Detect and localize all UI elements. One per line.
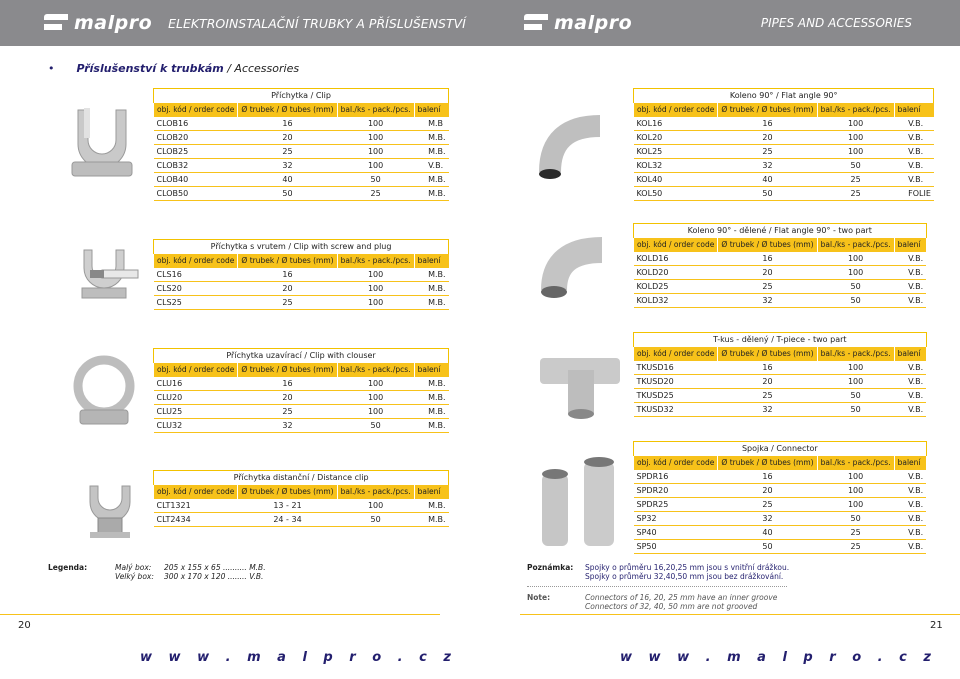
- table-cell: V.B.: [894, 403, 926, 417]
- table-header-row: [154, 103, 449, 117]
- angle-image: [530, 112, 616, 188]
- table-row: [154, 377, 449, 391]
- note-cz: [585, 563, 789, 581]
- logo-text: malpro: [554, 12, 633, 34]
- clip-closure-image: [66, 354, 142, 428]
- table-cell: 16: [718, 252, 817, 266]
- table-cell: 25: [238, 405, 337, 419]
- table-cell: 50: [817, 159, 894, 173]
- table-cell: V.B.: [894, 145, 934, 159]
- table-cell: KOLD32: [634, 294, 718, 308]
- table-cell: 100: [337, 159, 414, 173]
- table-cell: 32: [238, 419, 337, 433]
- note-en-line: Connectors of 32, 40, 50 mm are not grooved: [585, 602, 758, 611]
- table-row: [154, 173, 449, 187]
- product-table: [153, 239, 449, 310]
- col-tube-header: Ø trubek / Ø tubes (mm): [238, 103, 337, 117]
- table-cell: 50: [817, 403, 894, 417]
- table-cell: 100: [337, 268, 414, 282]
- table-cell: 16: [718, 470, 817, 484]
- table-header-row: [154, 363, 449, 377]
- table-row: [634, 252, 927, 266]
- table-kold: [633, 223, 924, 308]
- table-row: [634, 375, 927, 389]
- table-row: [634, 498, 927, 512]
- table-row: [634, 131, 934, 145]
- table-cell: 13 - 21: [238, 499, 337, 513]
- section-en: Accessories: [234, 62, 300, 75]
- table-cell: 16: [718, 117, 817, 131]
- table-cell: 25: [817, 187, 894, 201]
- table-cell: V.B.: [894, 131, 934, 145]
- col-tube-header: Ø trubek / Ø tubes (mm): [238, 254, 337, 268]
- malpro-logo: [44, 12, 152, 34]
- table-row: [154, 405, 449, 419]
- note-cz-line: Spojky o průměru 32,40,50 mm jsou bez drážkování.: [585, 572, 784, 581]
- table-cell: CLOB25: [154, 145, 238, 159]
- table-cell: CLOB50: [154, 187, 238, 201]
- col-bal-header: balení: [894, 456, 926, 470]
- table-tkusd: [633, 332, 924, 417]
- table-cell: 100: [337, 377, 414, 391]
- table-cell: KOL50: [634, 187, 718, 201]
- col-code-header: obj. kód / order code: [634, 456, 718, 470]
- table-cell: TKUSD20: [634, 375, 718, 389]
- table-cell: CLU25: [154, 405, 238, 419]
- table-cell: CLT2434: [154, 513, 238, 527]
- product-table: [153, 88, 449, 201]
- table-cell: M.B.: [414, 377, 448, 391]
- col-tube-header: Ø trubek / Ø tubes (mm): [238, 485, 337, 499]
- col-bal-header: balení: [894, 103, 934, 117]
- note-en: [585, 593, 777, 611]
- table-cell: V.B.: [894, 361, 926, 375]
- table-cell: 25: [337, 187, 414, 201]
- col-tube-header: Ø trubek / Ø tubes (mm): [718, 347, 817, 361]
- small-box-label: Malý box:: [115, 563, 152, 572]
- table-header-row: [634, 238, 927, 252]
- table-title-row: [634, 89, 934, 103]
- website-right[interactable]: w w w . m a l p r o . c z: [620, 650, 937, 665]
- table-cell: KOL32: [634, 159, 718, 173]
- connector-image: [534, 454, 630, 554]
- col-code-header: obj. kód / order code: [634, 347, 718, 361]
- table-cell: 100: [817, 145, 894, 159]
- bullet: •: [48, 62, 55, 75]
- table-row: [634, 280, 927, 294]
- table-cell: M.B.: [414, 513, 448, 527]
- table-cell: V.B.: [894, 484, 926, 498]
- table-cell: 16: [718, 361, 817, 375]
- table-cell: CLS16: [154, 268, 238, 282]
- logo-mark-icon: [44, 14, 70, 32]
- table-cell: 32: [718, 294, 817, 308]
- table-cell: TKUSD32: [634, 403, 718, 417]
- table-cell: M.B.: [414, 282, 448, 296]
- col-pack-header: bal./ks - pack./pcs.: [817, 238, 894, 252]
- table-title-row: [634, 442, 927, 456]
- product-table: [633, 441, 927, 554]
- logo-text: malpro: [74, 12, 153, 34]
- table-cell: 25: [718, 498, 817, 512]
- table-title: Příchytka uzavírací / Clip with clouser: [154, 349, 449, 363]
- table-cell: 50: [337, 419, 414, 433]
- table-cell: KOL25: [634, 145, 718, 159]
- table-title: Příchytka / Clip: [154, 89, 449, 103]
- table-cell: 100: [817, 484, 894, 498]
- table-row: [634, 484, 927, 498]
- legend: [48, 563, 87, 572]
- product-table: [153, 348, 449, 433]
- table-cell: V.B.: [894, 294, 926, 308]
- table-cell: 20: [238, 131, 337, 145]
- table-cell: FOLIE: [894, 187, 934, 201]
- legend-values: [164, 563, 266, 581]
- table-cell: 100: [337, 296, 414, 310]
- table-cell: V.B.: [894, 280, 926, 294]
- table-cell: CLU20: [154, 391, 238, 405]
- table-cell: 100: [817, 498, 894, 512]
- table-cell: 16: [238, 117, 337, 131]
- table-cell: V.B.: [414, 159, 448, 173]
- table-cell: KOLD20: [634, 266, 718, 280]
- table-cell: CLU32: [154, 419, 238, 433]
- table-row: [154, 513, 449, 527]
- col-code-header: obj. kód / order code: [634, 103, 718, 117]
- table-cell: M.B.: [414, 173, 448, 187]
- table-cell: SP40: [634, 526, 718, 540]
- table-cell: V.B.: [894, 498, 926, 512]
- table-row: [634, 540, 927, 554]
- table-cell: CLOB20: [154, 131, 238, 145]
- col-code-header: obj. kód / order code: [154, 363, 238, 377]
- table-spdr: [633, 441, 924, 554]
- table-cell: 24 - 34: [238, 513, 337, 527]
- col-bal-header: balení: [414, 485, 448, 499]
- table-cell: 32: [718, 159, 817, 173]
- table-cell: 32: [718, 512, 817, 526]
- table-cell: 25: [817, 526, 894, 540]
- table-cell: M.B: [414, 117, 448, 131]
- table-header-row: [154, 485, 449, 499]
- header-title: ELEKTROINSTALAČNÍ TRUBKY A PŘÍSLUŠENSTVÍ: [168, 15, 466, 31]
- footer-line-left: [0, 614, 440, 615]
- logo-mark-icon: [524, 14, 550, 32]
- col-tube-header: Ø trubek / Ø tubes (mm): [718, 456, 817, 470]
- col-tube-header: Ø trubek / Ø tubes (mm): [718, 238, 817, 252]
- table-row: [154, 282, 449, 296]
- col-pack-header: bal./ks - pack./pcs.: [817, 103, 894, 117]
- page-number-right: 21: [930, 620, 943, 631]
- table-cell: M.B.: [414, 187, 448, 201]
- angle-two-part-image: [530, 228, 616, 304]
- table-cell: 25: [718, 389, 817, 403]
- table-cell: 50: [718, 540, 817, 554]
- table-cell: CLU16: [154, 377, 238, 391]
- col-code-header: obj. kód / order code: [154, 485, 238, 499]
- table-cell: 25: [718, 280, 817, 294]
- col-pack-header: bal./ks - pack./pcs.: [337, 485, 414, 499]
- note-divider: [527, 586, 787, 587]
- table-cell: 100: [817, 470, 894, 484]
- table-row: [154, 159, 449, 173]
- table-cell: M.B.: [414, 419, 448, 433]
- col-pack-header: bal./ks - pack./pcs.: [337, 254, 414, 268]
- table-row: [634, 145, 934, 159]
- table-cell: 20: [718, 375, 817, 389]
- table-cell: 100: [337, 145, 414, 159]
- table-cell: 100: [337, 405, 414, 419]
- table-title: T-kus - dělený / T-piece - two part: [634, 333, 927, 347]
- table-row: [634, 403, 927, 417]
- table-row: [154, 391, 449, 405]
- table-title: Koleno 90° / Flat angle 90°: [634, 89, 934, 103]
- header-title: PIPES AND ACCESSORIES: [760, 16, 912, 30]
- col-code-header: obj. kód / order code: [154, 103, 238, 117]
- table-header-row: [634, 103, 934, 117]
- clip-screw-image: [72, 244, 142, 302]
- table-row: [634, 294, 927, 308]
- table-cell: 100: [817, 252, 894, 266]
- table-kol: [633, 88, 931, 201]
- table-cell: 100: [337, 131, 414, 145]
- col-bal-header: balení: [414, 363, 448, 377]
- table-cell: 40: [238, 173, 337, 187]
- product-table: [633, 223, 927, 308]
- table-cell: 50: [817, 512, 894, 526]
- table-cell: 50: [718, 187, 817, 201]
- note-label-en: Note:: [527, 593, 551, 602]
- distance-clip-image: [80, 472, 140, 540]
- table-cell: V.B.: [894, 266, 926, 280]
- table-row: [634, 361, 927, 375]
- table-row: [634, 470, 927, 484]
- table-cell: M.B.: [414, 405, 448, 419]
- table-row: [634, 389, 927, 403]
- note-label-cz: Poznámka:: [527, 563, 574, 572]
- table-row: [634, 526, 927, 540]
- table-cell: CLS20: [154, 282, 238, 296]
- table-cell: 25: [817, 540, 894, 554]
- table-row: [634, 266, 927, 280]
- table-row: [634, 117, 934, 131]
- table-row: [154, 117, 449, 131]
- table-clob: [153, 88, 446, 201]
- table-cell: SPDR20: [634, 484, 718, 498]
- table-row: [154, 131, 449, 145]
- table-cell: M.B.: [414, 296, 448, 310]
- col-bal-header: balení: [894, 347, 926, 361]
- col-tube-header: Ø trubek / Ø tubes (mm): [718, 103, 817, 117]
- col-code-header: obj. kód / order code: [154, 254, 238, 268]
- table-cell: 20: [718, 266, 817, 280]
- table-cell: 50: [337, 173, 414, 187]
- table-cell: M.B.: [414, 499, 448, 513]
- table-cell: KOLD16: [634, 252, 718, 266]
- table-cls: [153, 239, 446, 310]
- table-cell: V.B.: [894, 389, 926, 403]
- website-left[interactable]: w w w . m a l p r o . c z: [140, 650, 457, 665]
- table-cell: SP32: [634, 512, 718, 526]
- table-cell: 32: [238, 159, 337, 173]
- table-cell: 100: [337, 282, 414, 296]
- table-cell: KOLD25: [634, 280, 718, 294]
- table-clt: [153, 470, 446, 527]
- table-cell: 20: [718, 484, 817, 498]
- table-title: Příchytka s vrutem / Clip with screw and plug: [154, 240, 449, 254]
- table-header-row: [634, 347, 927, 361]
- table-cell: TKUSD25: [634, 389, 718, 403]
- table-title: Příchytka distanční / Distance clip: [154, 471, 449, 485]
- table-cell: SPDR16: [634, 470, 718, 484]
- table-cell: 100: [337, 499, 414, 513]
- table-cell: 25: [817, 173, 894, 187]
- clip-image: [60, 100, 142, 190]
- table-row: [634, 173, 934, 187]
- table-cell: 40: [718, 173, 817, 187]
- col-bal-header: balení: [894, 238, 926, 252]
- table-cell: V.B.: [894, 252, 926, 266]
- table-cell: 100: [817, 117, 894, 131]
- table-cell: 20: [238, 282, 337, 296]
- table-row: [154, 145, 449, 159]
- table-cell: 16: [238, 268, 337, 282]
- table-cell: 32: [718, 403, 817, 417]
- header-left: [0, 0, 480, 46]
- table-row: [634, 159, 934, 173]
- product-table: [633, 332, 927, 417]
- t-piece-image: [530, 340, 630, 422]
- table-header-row: [154, 254, 449, 268]
- table-title: Spojka / Connector: [634, 442, 927, 456]
- table-cell: V.B.: [894, 540, 926, 554]
- table-clu: [153, 348, 446, 433]
- table-cell: SPDR25: [634, 498, 718, 512]
- note-cz-line: Spojky o průměru 16,20,25 mm jsou s vnitřní drážkou.: [585, 563, 790, 572]
- table-title-row: [154, 349, 449, 363]
- table-cell: TKUSD16: [634, 361, 718, 375]
- col-pack-header: bal./ks - pack./pcs.: [337, 363, 414, 377]
- malpro-logo: [524, 12, 632, 34]
- table-cell: 25: [718, 145, 817, 159]
- col-pack-header: bal./ks - pack./pcs.: [817, 456, 894, 470]
- legend-boxes: [115, 563, 154, 581]
- col-bal-header: balení: [414, 103, 448, 117]
- table-cell: 100: [817, 375, 894, 389]
- table-cell: 20: [238, 391, 337, 405]
- table-row: [154, 187, 449, 201]
- product-table: [153, 470, 449, 527]
- table-cell: V.B.: [894, 470, 926, 484]
- note-en-line: Connectors of 16, 20, 25 mm have an inner groove: [585, 593, 778, 602]
- table-cell: 50: [817, 294, 894, 308]
- table-cell: V.B.: [894, 117, 934, 131]
- table-cell: 100: [817, 266, 894, 280]
- table-cell: 50: [238, 187, 337, 201]
- table-row: [154, 268, 449, 282]
- col-pack-header: bal./ks - pack./pcs.: [817, 347, 894, 361]
- table-cell: CLT1321: [154, 499, 238, 513]
- table-cell: V.B.: [894, 173, 934, 187]
- header-right: [480, 0, 960, 46]
- table-row: [154, 296, 449, 310]
- table-title: Koleno 90° - dělené / Flat angle 90° - two part: [634, 224, 927, 238]
- table-title-row: [634, 224, 927, 238]
- table-cell: 50: [337, 513, 414, 527]
- table-cell: CLOB40: [154, 173, 238, 187]
- table-cell: M.B.: [414, 131, 448, 145]
- col-tube-header: Ø trubek / Ø tubes (mm): [238, 363, 337, 377]
- table-cell: 25: [238, 145, 337, 159]
- table-cell: CLOB32: [154, 159, 238, 173]
- table-cell: KOL20: [634, 131, 718, 145]
- product-table: [633, 88, 934, 201]
- table-cell: KOL16: [634, 117, 718, 131]
- table-cell: 25: [238, 296, 337, 310]
- section-title: [48, 62, 299, 75]
- section-sep: /: [223, 62, 235, 75]
- big-box-label: Velký box:: [115, 572, 154, 581]
- table-cell: CLOB16: [154, 117, 238, 131]
- table-cell: 50: [817, 389, 894, 403]
- table-cell: V.B.: [894, 159, 934, 173]
- table-header-row: [634, 456, 927, 470]
- small-box-value: 205 x 155 x 65 .......... M.B.: [164, 563, 266, 572]
- section-cz: Příslušenství k trubkám: [76, 62, 224, 75]
- table-cell: M.B.: [414, 268, 448, 282]
- table-cell: M.B.: [414, 145, 448, 159]
- table-title-row: [154, 471, 449, 485]
- table-cell: 50: [817, 280, 894, 294]
- table-cell: 100: [337, 117, 414, 131]
- table-row: [634, 512, 927, 526]
- table-cell: M.B.: [414, 391, 448, 405]
- col-bal-header: balení: [414, 254, 448, 268]
- page-number-left: 20: [18, 620, 31, 631]
- table-cell: 16: [238, 377, 337, 391]
- table-cell: SP50: [634, 540, 718, 554]
- table-cell: 100: [817, 131, 894, 145]
- table-cell: 40: [718, 526, 817, 540]
- legend-label: Legenda:: [48, 563, 88, 572]
- table-row: [154, 499, 449, 513]
- table-cell: 100: [337, 391, 414, 405]
- table-title-row: [154, 240, 449, 254]
- table-cell: V.B.: [894, 512, 926, 526]
- table-title-row: [634, 333, 927, 347]
- col-code-header: obj. kód / order code: [634, 238, 718, 252]
- table-row: [634, 187, 934, 201]
- table-cell: 20: [718, 131, 817, 145]
- table-cell: V.B.: [894, 375, 926, 389]
- table-cell: V.B.: [894, 526, 926, 540]
- table-cell: KOL40: [634, 173, 718, 187]
- col-pack-header: bal./ks - pack./pcs.: [337, 103, 414, 117]
- table-cell: 100: [817, 361, 894, 375]
- table-row: [154, 419, 449, 433]
- table-cell: CLS25: [154, 296, 238, 310]
- table-title-row: [154, 89, 449, 103]
- footer-line-right: [520, 614, 960, 615]
- big-box-value: 300 x 170 x 120 ........ V.B.: [164, 572, 264, 581]
